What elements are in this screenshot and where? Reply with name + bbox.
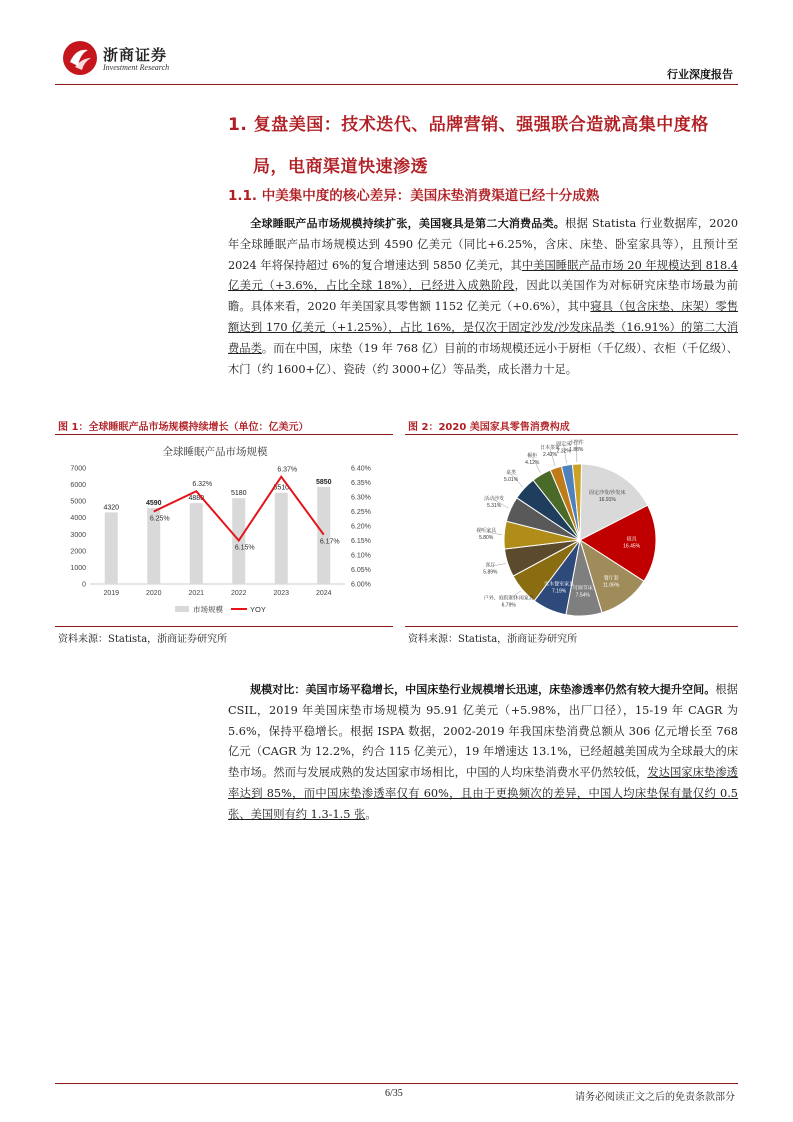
para1-underline2: 寝具（包含床垫、床架）零售额达到 170 亿美元（+1.25%），占比 16%，是仅次于固定沙发/沙发床品类（16.91%）的第二大消费品类 [228, 300, 738, 355]
bar-2021 [190, 503, 203, 584]
para1-lead: 全球睡眠产品市场规模持续扩张，美国寝具是第二大消费品类。 [250, 217, 566, 230]
bar-value-labels [103, 479, 331, 511]
pie-label-2: 餐厅套 [603, 575, 619, 582]
figure-1-title: 图 1：全球睡眠产品市场规模持续增长（单位：亿美元） [58, 422, 309, 433]
left-axis-ticks [70, 466, 86, 589]
bar-label-2021: 4880 [188, 495, 205, 503]
company-logo [62, 40, 98, 76]
legend-swatch-bar [175, 606, 189, 612]
brand-name: 浙商证券 [103, 46, 168, 64]
yoy-label-2024: 6.17% [319, 538, 340, 546]
furniture-retail-pie [405, 438, 738, 624]
yoy-label-2021: 6.32% [192, 481, 213, 489]
x-tick-2019: 2019 [103, 590, 120, 597]
bar-label-2019: 4320 [103, 504, 120, 512]
section-1-heading-line1: 1. 复盘美国：技术迭代、品牌营销、强强联合造就高集中度格 [228, 115, 709, 135]
figure-2-top-rule [405, 434, 738, 435]
figure-1-bottom-rule [55, 626, 393, 627]
pie-value-8: 5.31% [487, 502, 502, 509]
y2-tick-label: 6.30% [351, 494, 371, 502]
bar-label-2024: 5850 [315, 479, 332, 487]
figure-2-source: 资料来源：Statista，浙商证券研究所 [408, 634, 578, 645]
pie-label-8: 活动沙发 [484, 495, 505, 502]
right-axis-ticks [351, 466, 371, 589]
pie-value-0: 16.91% [598, 497, 616, 504]
pie-label-12: 固定床 [556, 441, 572, 448]
figure-1-source: 资料来源：Statista，浙商证券研究所 [58, 634, 228, 645]
y2-tick-label: 6.35% [351, 480, 371, 487]
x-tick-2024: 2024 [315, 590, 332, 597]
pie-label-4: 实木餐室家具 [544, 581, 575, 588]
page-number: 6/35 [385, 1088, 403, 1099]
yoy-label-2020: 6.25% [149, 515, 170, 523]
y2-tick-label: 6.40% [351, 465, 371, 473]
figure-2-bottom-rule [405, 626, 738, 627]
section-1-1-heading: 1.1. 中美集中度的核心差异：美国床垫消费渠道已经十分成熟 [228, 188, 600, 204]
section-1-heading [228, 104, 738, 188]
pie-label-0: 固定沙发/沙发床 [589, 490, 626, 497]
pie-label-10: 橱柜 [527, 453, 538, 460]
header-divider [55, 84, 738, 85]
y-tick-label: 3000 [70, 531, 86, 539]
footer-divider [55, 1083, 738, 1084]
pie-value-9: 5.01% [503, 477, 519, 484]
brand-subtitle: Investment Research [103, 63, 170, 72]
x-tick-2020: 2020 [145, 590, 162, 597]
pie-value-7: 5.80% [479, 534, 494, 541]
pie-value-5: 6.79% [501, 602, 516, 609]
chart-legend [175, 604, 266, 614]
x-tick-2022: 2022 [230, 590, 247, 597]
bar-2024 [317, 487, 330, 584]
y2-tick-label: 6.15% [351, 538, 371, 545]
pie-label-7: 视听家具 [476, 527, 497, 534]
para1-text1: 根据 Statista 行业数据库，2020 年全球睡眠产品市场规模达到 4590 亿美元（同比+6.25%，含床、床垫、卧室家具等），且预计至 2024 年将保持超过 6%的复合增速达到 5850 亿美元，其 [228, 217, 739, 272]
y-tick-label: 1000 [70, 564, 86, 572]
y2-tick-label: 6.10% [351, 552, 371, 560]
y-tick-label: 4000 [70, 515, 86, 523]
pie-label-6: 客厅 [485, 562, 496, 569]
bar-label-2023: 5510 [273, 484, 290, 492]
pie-value-13: 1.88% [569, 447, 584, 454]
x-tick-2023: 2023 [273, 590, 290, 597]
pie-value-1: 16.45% [623, 543, 641, 550]
y2-tick-label: 6.25% [351, 509, 371, 516]
logo-mark-icon [62, 40, 98, 76]
yoy-label-2022: 6.15% [234, 544, 255, 552]
pie-label-3: 可调节床 [572, 585, 593, 592]
paragraph-scale-comparison [228, 680, 738, 826]
figure-2-title: 图 2：2020 美国家具零售消费构成 [408, 422, 570, 433]
y-tick-label: 0 [82, 581, 86, 589]
para2-lead: 规模对比：美国市场平稳增长，中国床垫行业规模增长迅速，床垫渗透率仍然有较大提升空间。 [250, 683, 716, 696]
pie-label-9: 桌类 [506, 470, 517, 477]
bar-2019 [105, 512, 118, 584]
pie-label-5: 户外、庭院和休闲家具 [483, 595, 534, 602]
pie-value-2: 11.06% [602, 582, 620, 589]
y2-tick-label: 6.20% [351, 523, 371, 531]
footer-disclaimer: 请务必阅读正文之后的免责条款部分 [575, 1092, 735, 1103]
y2-tick-label: 6.00% [351, 581, 371, 589]
paragraph-market-scale [228, 214, 738, 380]
pie-value-10: 4.12% [525, 460, 540, 467]
y-tick-label: 7000 [70, 465, 86, 473]
y-tick-label: 2000 [70, 548, 86, 556]
chart-title: 全球睡眠产品市场规模 [162, 446, 268, 458]
pie-value-11: 2.42% [542, 451, 558, 458]
x-axis-ticks [103, 590, 331, 597]
legend-label-bar: 市场规模 [193, 605, 223, 614]
pie-label-1: 寝具 [626, 536, 637, 543]
y2-tick-label: 6.05% [351, 567, 371, 574]
pie-value-12: 2.32% [556, 448, 571, 455]
para2-text2: 。 [365, 807, 377, 821]
pie-value-3: 7.54% [575, 592, 590, 599]
para1-text2: ，因此以美国作为对标研究床垫市场最为前瞻。具体来看，2020 年美国家具零售额 1152 亿美元（+0.6%），其中 [228, 279, 738, 314]
report-type: 行业深度报告 [667, 68, 733, 81]
para2-text1: 根据 CSIL，2019 年美国床垫市场规模为 95.91 亿美元（+5.98%，出厂口径），15-19 年 CAGR 为 5.6%，保持平稳增长。根据 ISPA 数据，2002-2019 年我国床垫消费总额从 306 亿元增长至 768 亿元（CAGR 为 12.2%，约合 115 亿美元），19 年增速达 13.1%，已经超越美国成为全球最大的床垫市场。然而与发展成熟的发达国家市场相比，中国的人均床垫消费水平仍然较低， [228, 683, 738, 780]
figure-1-top-rule [55, 434, 393, 435]
section-1-heading-line2: 局，电商渠道快速渗透 [253, 157, 428, 177]
y-tick-label: 5000 [70, 498, 86, 506]
bar-2023 [275, 493, 288, 584]
para1-text3: 。而在中国，床垫（19 年 768 亿）目前的市场规模还远小于厨柜（千亿级）、衣柜（千亿级）、木门（约 1600+亿）、瓷砖（约 3000+亿）等品类，成长潜力十足。 [228, 341, 738, 376]
pie-label-13: 小摆件 [568, 440, 584, 447]
x-tick-2021: 2021 [188, 590, 205, 597]
pie-value-6: 5.89% [483, 569, 498, 576]
bar-label-2020: 4590 [145, 499, 162, 507]
y-tick-label: 6000 [70, 482, 86, 490]
bar-label-2022: 5180 [230, 490, 247, 498]
pie-value-4: 7.19% [552, 588, 567, 595]
sleep-market-chart [55, 438, 393, 624]
para1-underline1: 中美国睡眠产品市场 20 年规模达到 818.4 亿美元（+3.6%，占比全球 18%），已经进入成熟阶段 [228, 258, 738, 293]
legend-label-line: YOY [250, 605, 266, 614]
para2-underline1: 发达国家床垫渗透率达到 85%，而中国床垫渗透率仅有 60%，且由于更换频次的差异，中国人均床垫保有量仅约 0.5 张、美国则有约 1.3-1.5 张 [228, 766, 738, 821]
pie-label-11: 日本茶家 [540, 444, 561, 451]
yoy-label-2023: 6.37% [277, 466, 298, 474]
